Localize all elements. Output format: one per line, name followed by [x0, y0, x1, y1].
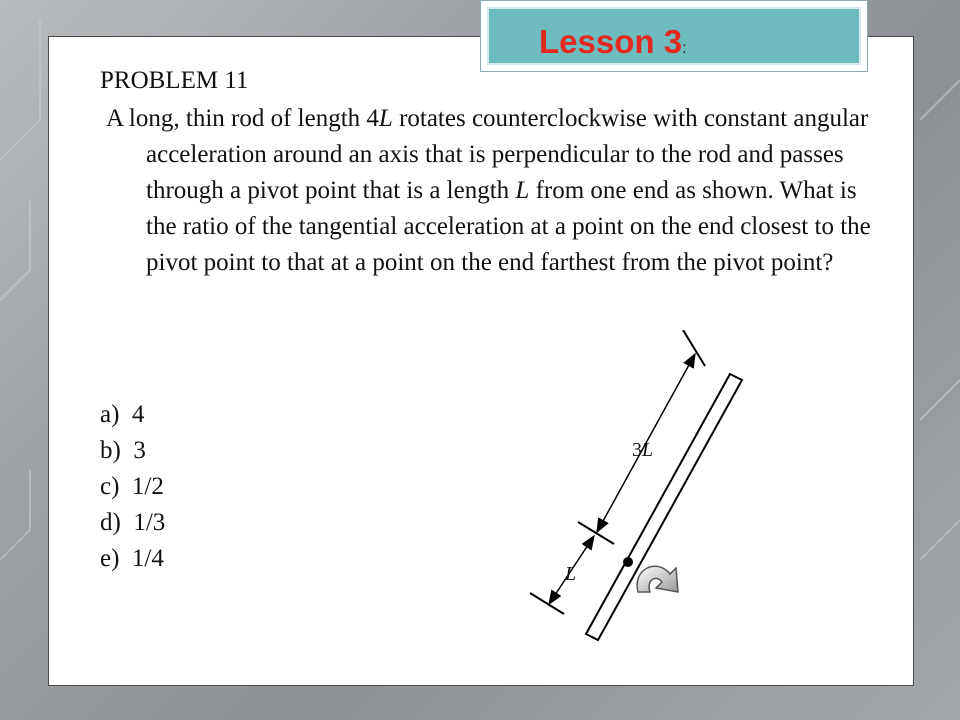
answer-choice [100, 433, 165, 469]
dimension-tick-mid [578, 522, 614, 544]
slide-title [539, 23, 687, 61]
answer-value: 3 [133, 437, 146, 464]
answer-letter: b) [100, 437, 121, 464]
problem-text-part: A long, thin rod of length 4 [106, 105, 379, 132]
answer-letter: d) [100, 509, 121, 536]
answer-choice [100, 541, 165, 577]
title-banner-fill [487, 7, 861, 65]
slide-title-suffix: : [682, 40, 687, 57]
problem-text-part: from one end as shown. What is the ratio of the tangential acceleration at a point on the end closest to the pivot point to that at a point on the end farthest from the pivot point? [146, 177, 871, 276]
problem-variable: L [378, 105, 393, 132]
rod [586, 374, 742, 640]
dimension-tick-bottom [530, 593, 564, 614]
problem-variable: L [515, 177, 530, 204]
answer-choice [100, 469, 165, 505]
answer-value: 4 [131, 401, 145, 428]
pivot-point [623, 557, 633, 567]
answer-letter: e) [100, 545, 120, 572]
answer-value: 1/2 [131, 473, 164, 500]
answer-choice [100, 505, 165, 541]
rod-diagram [520, 330, 760, 660]
dimension-tick-top [683, 330, 705, 366]
answer-letter: c) [100, 473, 120, 500]
label-l: L [565, 563, 577, 585]
label-3l: 3L [632, 439, 654, 461]
answer-value: 1/3 [133, 509, 166, 536]
rotation-arrow-icon [637, 566, 678, 592]
problem-heading: PROBLEM 11 [100, 67, 249, 94]
title-banner [480, 0, 868, 72]
answer-choice [100, 397, 165, 433]
answer-choices [100, 397, 165, 577]
answer-letter: a) [100, 401, 120, 428]
answer-value: 1/4 [131, 545, 164, 572]
problem-statement [106, 101, 882, 281]
slide-title-text: Lesson 3 [539, 23, 683, 60]
problem-text-part: rotates counterclockwise with constant angular acceleration around an axis that is perpendicular to the rod and passes through a pivot point that is a length [146, 105, 869, 204]
